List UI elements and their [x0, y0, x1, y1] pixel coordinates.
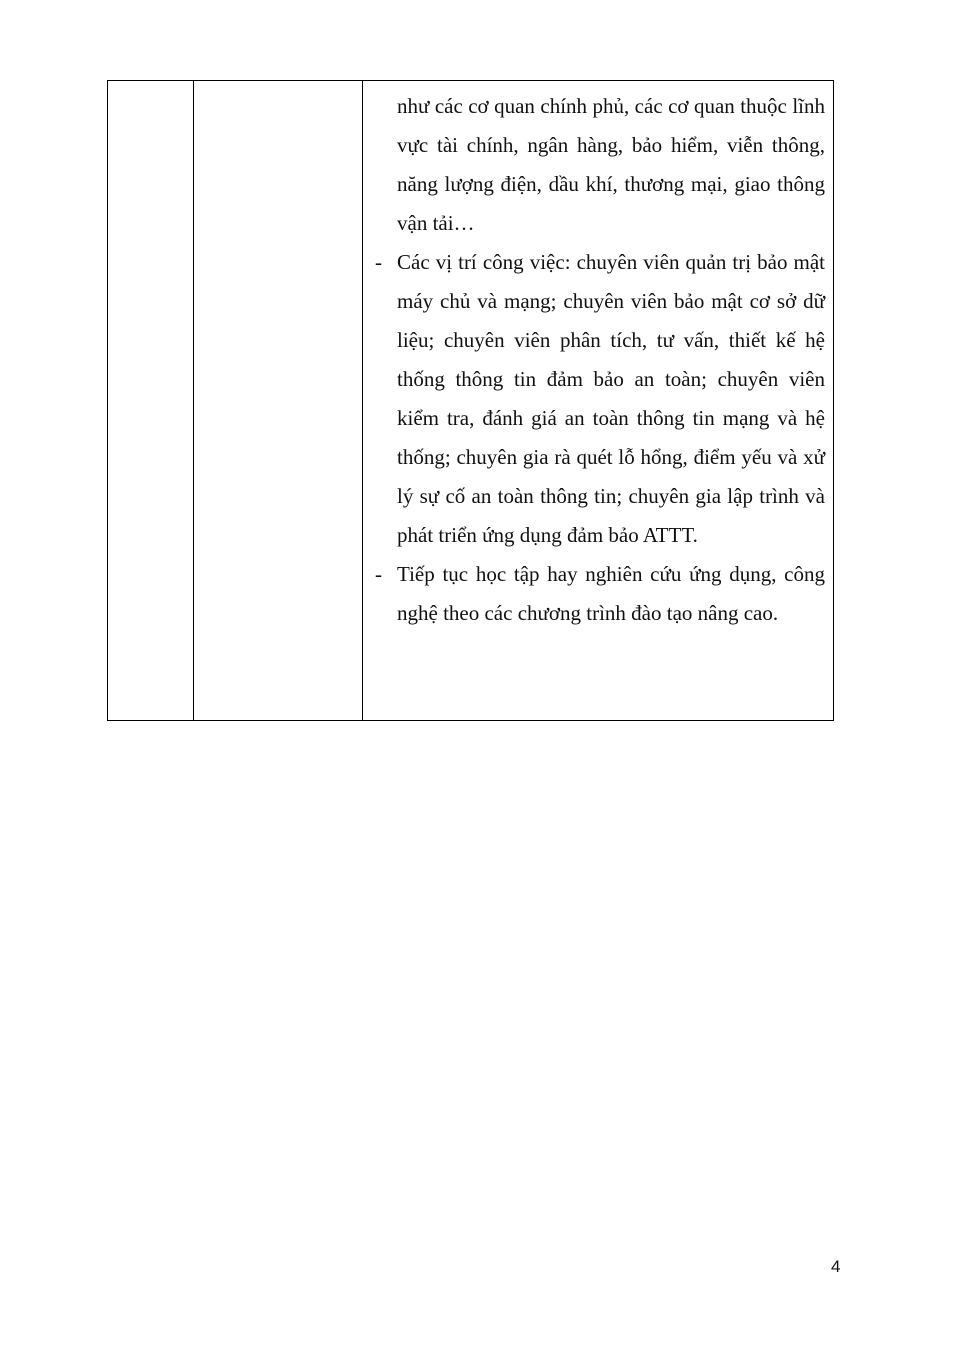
- table-cell-column-1: [108, 81, 194, 720]
- bullet-item-further-study: [371, 555, 825, 633]
- table-cell-column-3: [363, 81, 833, 720]
- bullet-marker: -: [375, 562, 382, 586]
- bullet-marker: -: [375, 250, 382, 274]
- table-cell-column-2: [194, 81, 363, 720]
- bullet-item-job-positions: [371, 243, 825, 555]
- content-table: [107, 80, 834, 721]
- bullet-text: Các vị trí công việc: chuyên viên quản trị bảo mật máy chủ và mạng; chuyên viên bảo mật cơ sở dữ liệu; chuyên viên phân tích, tư vấn, thiết kế hệ thống thông tin đảm bảo an toàn; chuyên viên kiểm tra, đánh giá an toàn thông tin mạng và hệ thống; chuyên gia rà quét lỗ hổng, điểm yếu và xử lý sự cố an toàn thông tin; chuyên gia lập trình và phát triển ứng dụng đảm bảo ATTT.: [397, 250, 825, 547]
- continued-paragraph: như các cơ quan chính phủ, các cơ quan thuộc lĩnh vực tài chính, ngân hàng, bảo hiểm, viễn thông, năng lượng điện, dầu khí, thương mại, giao thông vận tải…: [397, 94, 825, 235]
- cell-3-text-block: [371, 87, 825, 633]
- page-number: 4: [831, 1257, 841, 1276]
- bullet-text: Tiếp tục học tập hay nghiên cứu ứng dụng, công nghệ theo các chương trình đào tạo nâng cao.: [397, 562, 825, 625]
